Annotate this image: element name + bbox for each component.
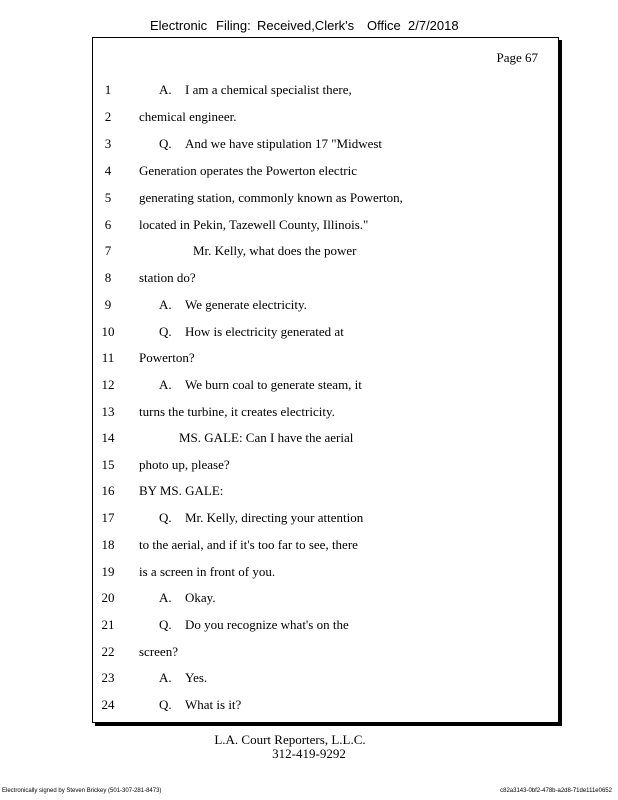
transcript-line xyxy=(93,188,558,208)
line-text xyxy=(159,695,241,715)
filing-header-received: Received,Clerk's xyxy=(257,18,355,33)
line-body: Mr. Kelly, directing your attention xyxy=(185,510,364,525)
line-number: 4 xyxy=(104,163,112,178)
line-body: to the aerial, and if it's too far to see, there xyxy=(139,537,358,552)
qa-marker: Q. xyxy=(159,324,172,339)
transcript-line xyxy=(93,428,558,448)
line-text xyxy=(159,80,352,100)
transcript-line xyxy=(93,80,558,100)
line-body: photo up, please? xyxy=(139,457,230,472)
line-number: 1 xyxy=(104,82,112,97)
line-text xyxy=(139,188,403,208)
line-text xyxy=(159,375,362,395)
transcript-line xyxy=(93,348,558,368)
line-body: Generation operates the Powerton electric xyxy=(139,163,358,178)
footer-firm-name: L.A. Court Reporters, L.L.C. xyxy=(214,732,366,747)
line-number: 2 xyxy=(104,109,112,124)
line-body: We burn coal to generate steam, it xyxy=(185,377,362,392)
transcript-line xyxy=(93,375,558,395)
qa-marker: A. xyxy=(159,590,172,605)
filing-header-filing: Filing: xyxy=(216,18,251,33)
footer-phone: 312-419-9292 xyxy=(272,746,346,761)
line-number: 6 xyxy=(104,217,112,232)
line-body: And we have stipulation 17 "Midwest xyxy=(185,136,383,151)
line-text xyxy=(139,161,357,181)
line-number: 18 xyxy=(101,537,115,552)
line-body: BY MS. GALE: xyxy=(139,483,224,498)
filing-header-electronic: Electronic xyxy=(150,18,208,33)
line-number: 22 xyxy=(101,644,115,659)
line-number: 8 xyxy=(104,270,112,285)
qa-marker: Q. xyxy=(159,510,172,525)
line-text xyxy=(139,642,178,662)
line-body: Do you recognize what's on the xyxy=(185,617,349,632)
line-number: 19 xyxy=(101,564,115,579)
qa-marker: A. xyxy=(159,297,172,312)
line-text xyxy=(179,428,353,448)
line-body: Mr. Kelly, what does the power xyxy=(193,243,357,258)
line-text xyxy=(139,455,230,475)
line-text xyxy=(159,134,382,154)
line-body: MS. GALE: Can I have the aerial xyxy=(179,430,354,445)
qa-marker: A. xyxy=(159,82,172,97)
line-body: What is it? xyxy=(185,697,242,712)
electronic-signature: Electronically signed by Steven Brickey (501-307-281-8473) xyxy=(2,788,162,794)
filing-header xyxy=(0,18,618,38)
line-body: located in Pekin, Tazewell County, Illinois." xyxy=(139,217,369,232)
transcript-line xyxy=(93,322,558,342)
transcript-line xyxy=(93,668,558,688)
line-number: 17 xyxy=(101,510,115,525)
transcript-line xyxy=(93,588,558,608)
line-number: 14 xyxy=(101,430,115,445)
line-body: is a screen in front of you. xyxy=(139,564,276,579)
transcript-line xyxy=(93,161,558,181)
line-text xyxy=(139,107,236,127)
qa-marker: A. xyxy=(159,670,172,685)
line-body: station do? xyxy=(139,270,196,285)
line-body: We generate electricity. xyxy=(185,297,307,312)
line-text xyxy=(159,615,349,635)
line-text xyxy=(159,295,307,315)
line-text xyxy=(139,562,275,582)
line-body: generating station, commonly known as Powerton, xyxy=(139,190,403,205)
line-number: 15 xyxy=(101,457,115,472)
transcript-line xyxy=(93,481,558,501)
line-number: 12 xyxy=(101,377,115,392)
qa-marker: Q. xyxy=(159,136,172,151)
transcript-line xyxy=(93,455,558,475)
line-body: How is electricity generated at xyxy=(185,324,344,339)
line-body: screen? xyxy=(139,644,178,659)
line-number: 11 xyxy=(101,350,115,365)
line-text xyxy=(159,322,344,342)
transcript-line xyxy=(93,134,558,154)
transcript-line xyxy=(93,642,558,662)
line-text xyxy=(139,481,223,501)
line-number: 13 xyxy=(101,404,115,419)
document-hash: c82a3143-0bf2-478b-a2d8-71de111e0652 xyxy=(500,788,612,794)
filing-header-office: Office xyxy=(367,18,401,33)
line-text xyxy=(159,508,363,528)
transcript-line xyxy=(93,508,558,528)
transcript-line xyxy=(93,107,558,127)
transcript-line xyxy=(93,535,558,555)
transcript-line xyxy=(93,295,558,315)
line-text xyxy=(139,268,196,288)
filing-header-date: 2/7/2018 xyxy=(408,18,459,33)
transcript-line xyxy=(93,268,558,288)
line-body: turns the turbine, it creates electricity. xyxy=(139,404,335,419)
qa-marker: Q. xyxy=(159,697,172,712)
line-body: chemical engineer. xyxy=(139,109,237,124)
line-text xyxy=(159,668,207,688)
line-text xyxy=(139,535,358,555)
transcript-line xyxy=(93,215,558,235)
line-number: 9 xyxy=(104,297,112,312)
line-number: 3 xyxy=(104,136,112,151)
line-number: 16 xyxy=(101,483,115,498)
line-body: Powerton? xyxy=(139,350,195,365)
line-number: 24 xyxy=(101,697,115,712)
line-text xyxy=(139,402,335,422)
transcript-line xyxy=(93,241,558,261)
transcript-line xyxy=(93,562,558,582)
qa-marker: Q. xyxy=(159,617,172,632)
line-body: I am a chemical specialist there, xyxy=(185,82,352,97)
line-text xyxy=(193,241,356,261)
line-number: 21 xyxy=(101,617,115,632)
transcript-line xyxy=(93,615,558,635)
transcript-line xyxy=(93,402,558,422)
line-text xyxy=(139,215,368,235)
line-number: 7 xyxy=(104,243,112,258)
transcript-page xyxy=(92,37,559,723)
page-number: Page 67 xyxy=(496,50,538,65)
line-body: Yes. xyxy=(185,670,208,685)
line-text xyxy=(159,588,216,608)
line-number: 20 xyxy=(101,590,115,605)
line-number: 23 xyxy=(101,670,115,685)
line-body: Okay. xyxy=(185,590,216,605)
transcript-line xyxy=(93,695,558,715)
qa-marker: A. xyxy=(159,377,172,392)
line-text xyxy=(139,348,195,368)
line-number: 5 xyxy=(104,190,112,205)
line-number: 10 xyxy=(101,324,115,339)
